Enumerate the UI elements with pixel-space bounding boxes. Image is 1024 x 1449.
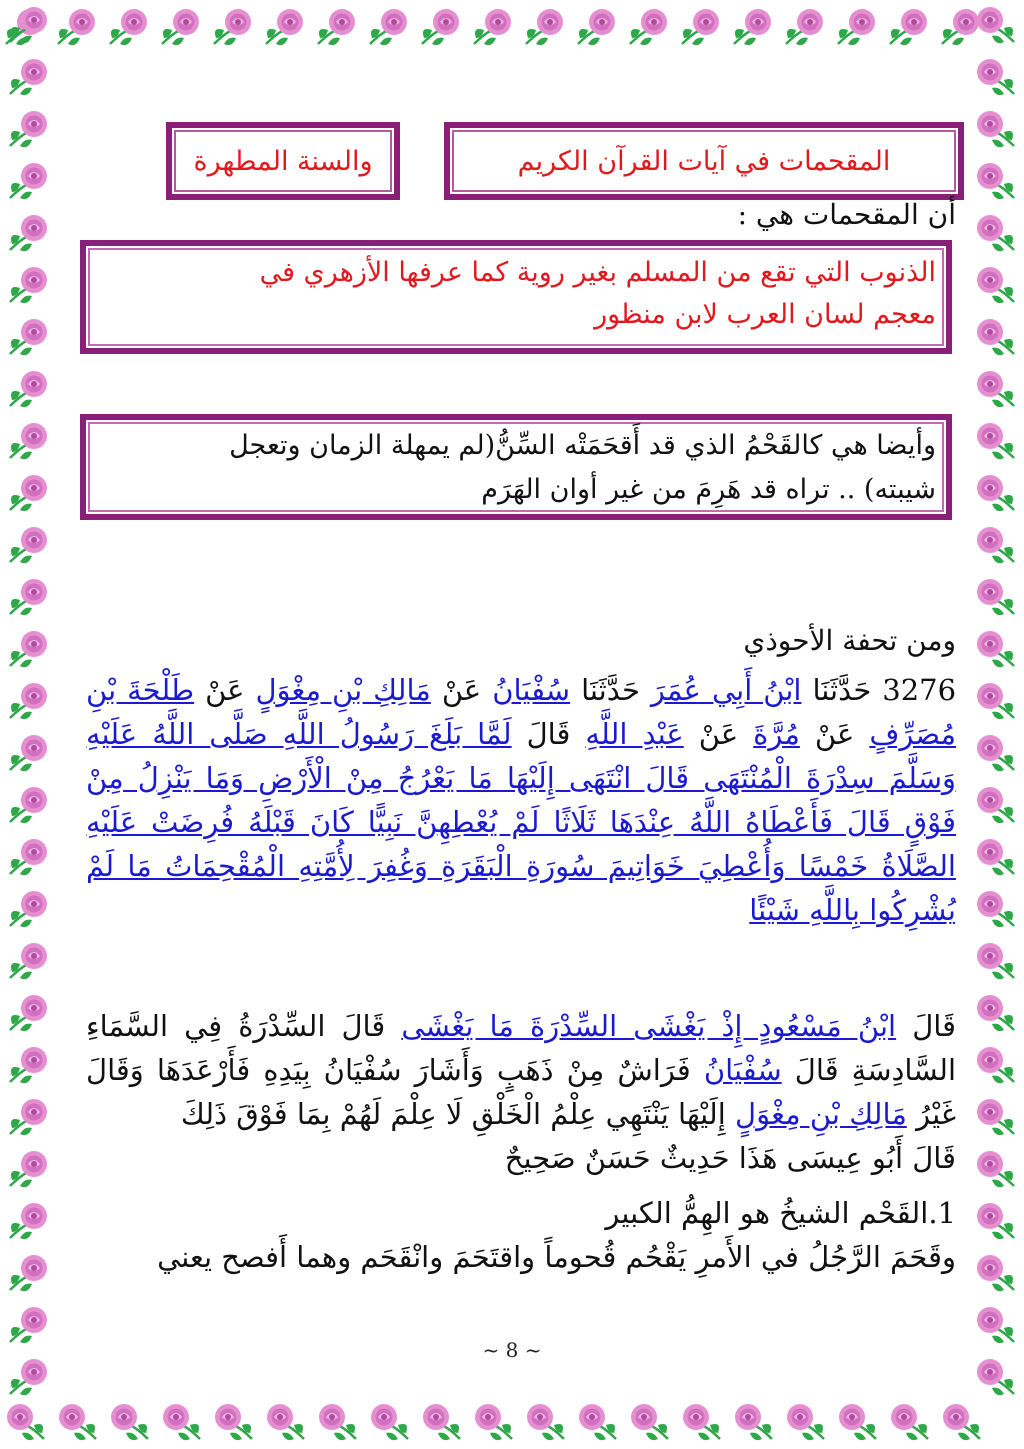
flower-border-top: [0, 0, 1024, 56]
narrator-link[interactable]: مُرَّةَ: [753, 717, 800, 751]
pink-rose-icon: [782, 1399, 828, 1445]
pink-rose-icon: [972, 522, 1018, 568]
pink-rose-icon: [6, 1042, 52, 1088]
pink-rose-icon: [626, 1399, 672, 1445]
pink-rose-icon: [6, 54, 52, 100]
pink-rose-icon: [54, 1399, 100, 1445]
flower-border-left: [0, 0, 60, 1449]
pink-rose-icon: [6, 678, 52, 724]
pink-rose-icon: [6, 938, 52, 984]
pink-rose-icon: [972, 834, 1018, 880]
pink-rose-icon: [972, 418, 1018, 464]
pink-rose-icon: [972, 106, 1018, 152]
pink-rose-icon: [6, 782, 52, 828]
pink-rose-icon: [972, 1146, 1018, 1192]
pink-rose-icon: [782, 4, 828, 50]
narrator-link[interactable]: ابْنُ أَبِي عُمَرَ: [650, 673, 802, 707]
pink-rose-icon: [6, 314, 52, 360]
hadith-grading: قَالَ أَبُو عِيسَى هَذَا حَدِيثٌ حَسَنٌ صَحِيحٌ: [504, 1141, 956, 1175]
pink-rose-icon: [6, 990, 52, 1036]
pink-rose-icon: [972, 1042, 1018, 1088]
pink-rose-icon: [522, 1399, 568, 1445]
hadith-text: حَدَّثَنَا: [581, 673, 640, 707]
pink-rose-icon: [730, 1399, 776, 1445]
pink-rose-icon: [210, 4, 256, 50]
hadith-text: قَالَ: [912, 1009, 956, 1043]
pink-rose-icon: [6, 470, 52, 516]
narrator-link[interactable]: سُفْيَانُ: [492, 673, 571, 707]
title-left-text: والسنة المطهرة: [193, 145, 373, 177]
pink-rose-icon: [6, 262, 52, 308]
pink-rose-icon: [678, 1399, 724, 1445]
narrator-link[interactable]: عَبْدِ اللَّهِ: [585, 717, 684, 751]
pink-rose-icon: [574, 1399, 620, 1445]
pink-rose-icon: [886, 4, 932, 50]
hadith-text: عَنْ: [205, 673, 245, 707]
pink-rose-icon: [106, 1399, 152, 1445]
pink-rose-icon: [972, 158, 1018, 204]
pink-rose-icon: [158, 4, 204, 50]
definition-line-2: معجم لسان العرب لابن منظور: [594, 299, 936, 330]
definition-line-1: الذنوب التي تقع من المسلم بغير روية كما عرفها الأزهري في: [259, 257, 936, 288]
pink-rose-icon: [972, 366, 1018, 412]
pink-rose-icon: [6, 418, 52, 464]
pink-rose-icon: [730, 4, 776, 50]
pink-rose-icon: [470, 4, 516, 50]
pink-rose-icon: [972, 54, 1018, 100]
hadith-text: إِلَيْهَا يَنْتَهِي عِلْمُ الْخَلْقِ لَا عِلْمَ لَهُمْ بِمَا فَوْقَ ذَلِكَ: [180, 1097, 726, 1131]
pink-rose-icon: [972, 1250, 1018, 1296]
pink-rose-icon: [972, 1198, 1018, 1244]
pink-rose-icon: [972, 262, 1018, 308]
pink-rose-icon: [6, 1094, 52, 1140]
pink-rose-icon: [886, 1399, 932, 1445]
description-line-2: شيبته) .. تراه قد هَرِمَ من غير أوان الهَرَم: [481, 474, 936, 505]
title-right-text: المقحمات في آيات القرآن الكريم: [517, 145, 891, 177]
pink-rose-icon: [522, 4, 568, 50]
title-box-left: [166, 122, 400, 200]
hadith-2: [86, 1004, 956, 1180]
flower-border-bottom: [0, 1393, 1024, 1449]
flower-border-right: [966, 0, 1024, 1449]
pink-rose-icon: [834, 1399, 880, 1445]
pink-rose-icon: [6, 210, 52, 256]
pink-rose-icon: [314, 1399, 360, 1445]
page-number: ~ 8 ~: [482, 1338, 542, 1362]
hadith-matn-link[interactable]: لَمَّا بَلَغَ رَسُولُ اللَّهِ صَلَّى اللَّهُ عَلَيْهِ وَسَلَّمَ سِدْرَةَ الْمُنْتَهَى قَالَ انْتَهَى إِلَيْهَا مَا يَعْرُجُ مِنْ الْأَرْضِ وَمَا يَنْزِلُ مِنْ فَوْقٍ قَالَ فَأَعْطَاهُ اللَّهُ عِنْدَهَا ثَلَاثًا لَمْ يُعْطِهِنَّ نَبِيًّا كَانَ قَبْلَهُ فُرِضَتْ عَلَيْهِ الصَّلَاةُ خَمْسًا وَأُعْطِيَ خَوَاتِيمَ سُورَةِ الْبَقَرَةِ وَغُفِرَ لِأُمَّتِهِ الْمُقْحِمَاتُ مَا لَمْ يُشْرِكُوا بِاللَّهِ شَيْئًا: [86, 717, 956, 927]
pink-rose-icon: [6, 106, 52, 152]
pink-rose-icon: [418, 4, 464, 50]
source-label: ومن تحفة الأحوذي: [743, 624, 956, 657]
pink-rose-icon: [6, 730, 52, 776]
pink-rose-icon: [972, 886, 1018, 932]
pink-rose-icon: [366, 4, 412, 50]
pink-rose-icon: [106, 4, 152, 50]
pink-rose-icon: [6, 158, 52, 204]
pink-rose-icon: [972, 678, 1018, 724]
hadith-text: عَنْ: [814, 717, 855, 751]
description-line-1: وأيضا هي كالقَحْمُ الذي قد أَقحَمَتْه السِّنُّ(لم يمهلة الزمان وتعجل: [229, 430, 936, 461]
hadith-text: فَرَاشٌ مِنْ ذَهَبٍ وَأَشَارَ سُفْيَانُ بِيَدِهِ فَأَرْعَدَهَا وَقَالَ غَيْرُ: [86, 1053, 956, 1131]
narrator-link[interactable]: مَالِكِ بْنِ مِغْوَلٍ: [255, 673, 431, 707]
pink-rose-icon: [6, 366, 52, 412]
hadith-number: 3276: [882, 673, 957, 707]
pink-rose-icon: [972, 990, 1018, 1036]
pink-rose-icon: [6, 626, 52, 672]
narrator-link[interactable]: طَلْحَةَ بْنِ مُصَرِّفٍ: [86, 673, 957, 751]
pink-rose-icon: [834, 4, 880, 50]
pink-rose-icon: [972, 1094, 1018, 1140]
pink-rose-icon: [972, 314, 1018, 360]
pink-rose-icon: [972, 938, 1018, 984]
pink-rose-icon: [54, 4, 100, 50]
pink-rose-icon: [972, 470, 1018, 516]
pink-rose-icon: [972, 574, 1018, 620]
pink-rose-icon: [972, 626, 1018, 672]
pink-rose-icon: [262, 4, 308, 50]
narrator-link[interactable]: سُفْيَانُ: [703, 1053, 782, 1087]
title-box-right: [444, 122, 964, 200]
pink-rose-icon: [6, 574, 52, 620]
pink-rose-icon: [470, 1399, 516, 1445]
pink-rose-icon: [6, 886, 52, 932]
pink-rose-icon: [6, 1250, 52, 1296]
hadith-text: عَنْ: [698, 717, 739, 751]
pink-rose-icon: [574, 4, 620, 50]
narrator-link[interactable]: مَالِكِ بْنِ مِغْوَلٍ: [735, 1097, 907, 1131]
pink-rose-icon: [210, 1399, 256, 1445]
pink-rose-icon: [972, 2, 1018, 48]
pink-rose-icon: [972, 210, 1018, 256]
pink-rose-icon: [678, 4, 724, 50]
intro-line: أن المقحمات هي :: [737, 198, 956, 231]
pink-rose-icon: [6, 2, 52, 48]
pink-rose-icon: [366, 1399, 412, 1445]
pink-rose-icon: [6, 1146, 52, 1192]
hadith-1: [86, 668, 956, 932]
pink-rose-icon: [158, 1399, 204, 1445]
pink-rose-icon: [972, 782, 1018, 828]
hadith-text: قَالَ: [526, 717, 571, 751]
pink-rose-icon: [6, 1198, 52, 1244]
numbered-item-1: 1.القَحْم الشيخُ هو الهِمُّ الكبير: [605, 1196, 956, 1230]
hadith-text: قَالَ السِّدْرَةُ فِي السَّمَاءِ السَّادِسَةِ قَالَ: [86, 1009, 957, 1087]
narrator-link[interactable]: ابْنُ مَسْعُودٍ إِذْ يَغْشَى السِّدْرَةَ مَا يَغْشَى: [401, 1009, 897, 1043]
hadith-text: عَنْ: [441, 673, 482, 707]
pink-rose-icon: [418, 1399, 464, 1445]
pink-rose-icon: [6, 522, 52, 568]
pink-rose-icon: [314, 4, 360, 50]
pink-rose-icon: [262, 1399, 308, 1445]
description-box: [80, 414, 952, 520]
hadith-text: حَدَّثَنَا: [812, 673, 872, 707]
pink-rose-icon: [972, 730, 1018, 776]
paragraph-line: وقَحَمَ الرَّجُلُ في الأَمرِ يَقْحُم قُحوماً واقتَحَمَ وانْقَحَم وهما أَفصح يعني: [157, 1240, 956, 1274]
definition-box: [80, 240, 952, 354]
pink-rose-icon: [626, 4, 672, 50]
pink-rose-icon: [6, 834, 52, 880]
